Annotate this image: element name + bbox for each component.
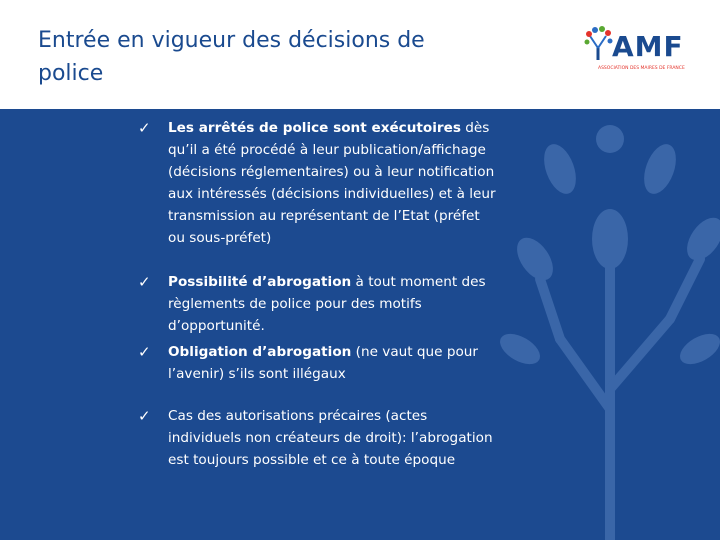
bullet-2-bold: Possibilité d’abrogation [168, 274, 352, 290]
bullet-3-bold: Obligation d’abrogation [168, 344, 352, 360]
content-panel [0, 109, 720, 540]
bullet-2-text: à tout moment des règlements de police pour des motifs d’opportunité. [168, 274, 486, 334]
background-tree-icon [500, 109, 720, 540]
bullet-3-text: (ne vaut que pour l’avenir) s’ils sont illégaux [168, 344, 478, 382]
bullet-list [138, 117, 498, 471]
slide-header [0, 0, 720, 109]
bullet-1-text: dès qu’il a été procédé à leur publication/affichage (décisions réglementaires) ou à leur notification aux intéressés (décisions individuelles) et à leur transmission au représentant de l’Etat (préfet ou sous-préfet) [168, 120, 496, 246]
check-icon: ✓ [138, 273, 151, 291]
bullet-item-4 [138, 405, 498, 471]
bullet-item-1 [138, 117, 498, 249]
check-icon: ✓ [138, 343, 151, 361]
bullet-item-3 [138, 341, 498, 385]
bullet-4-text: Cas des autorisations précaires (actes individuels non créateurs de droit): l’abrogation est toujours possible et ce à toute époque [168, 408, 493, 468]
check-icon: ✓ [138, 119, 151, 137]
bullet-1-bold: Les arrêtés de police sont exécutoires [168, 120, 461, 136]
bullet-item-2 [138, 271, 498, 337]
logo-text: AMF [612, 30, 684, 63]
slide-title: Entrée en vigueur des décisions de police [38, 28, 425, 86]
logo-subtitle: ASSOCIATION DES MAIRES DE FRANCE [598, 66, 685, 71]
logo-tree-icon [585, 26, 613, 60]
check-icon: ✓ [138, 407, 151, 425]
